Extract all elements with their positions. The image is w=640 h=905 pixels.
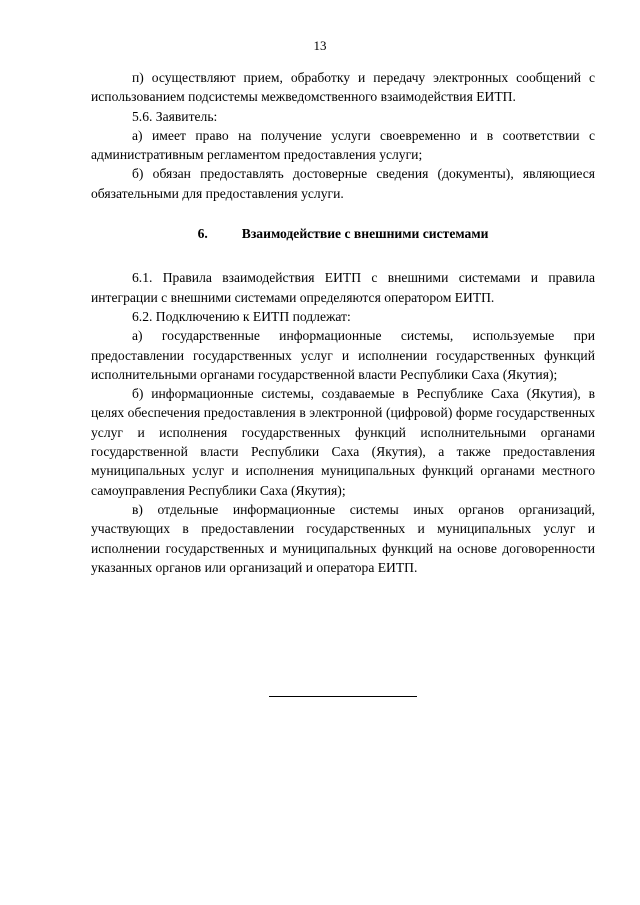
paragraph-6-2-b: б) информационные системы, создаваемые в Республике Саха (Якутия), в целях обеспечения предоставления в электронной (цифровой) форме государственных услуг и исполнения государственных функций исполнительными органами государственной власти Республики Саха (Якутия), а также предоставления муниципальных услуг и исполнения муниципальных функций органами местного самоуправления Республики Саха (Якутия);: [91, 386, 595, 498]
end-divider-line: [269, 696, 417, 697]
paragraph-5-6-applicant: 5.6. Заявитель:: [132, 108, 218, 124]
paragraph-6-2-v: в) отдельные информационные системы иных органов организаций, участвующих в предоставлении государственных и муниципальных услуг и исполнении государственных и муниципальных функций на основе договоренности указанных органов или организаций и оператора ЕИТП.: [91, 501, 595, 575]
paragraph-6-2-a: а) государственные информационные системы, используемые при предоставлении государственных услуг и исполнении государственных функций исполнительными органами государственной власти Республики Саха (Якутия);: [91, 328, 595, 382]
page-number: 13: [313, 38, 327, 53]
paragraph-6-2: 6.2. Подключению к ЕИТП подлежат:: [132, 308, 351, 324]
section-number: 6.: [197, 226, 208, 242]
paragraph-item-a-rights: а) имеет право на получение услуги своевременно и в соответствии с административным регламентом предоставления услуги;: [91, 127, 595, 163]
paragraph-item-b-obligations: б) обязан предоставлять достоверные сведения (документы), являющиеся обязательными для предоставления услуги.: [91, 166, 595, 201]
paragraph-item-p: п) осуществляют прием, обработку и передачу электронных сообщений с использованием подсистемы межведомственного взаимодействия ЕИТП.: [91, 70, 595, 105]
paragraph-6-1: 6.1. Правила взаимодействия ЕИТП с внешними системами и правила интеграции с внешними системами определяются оператором ЕИТП.: [91, 270, 595, 305]
section-heading: [91, 224, 595, 243]
section-title: Взаимодействие с внешними системами: [241, 226, 489, 242]
document-body: [91, 68, 595, 577]
